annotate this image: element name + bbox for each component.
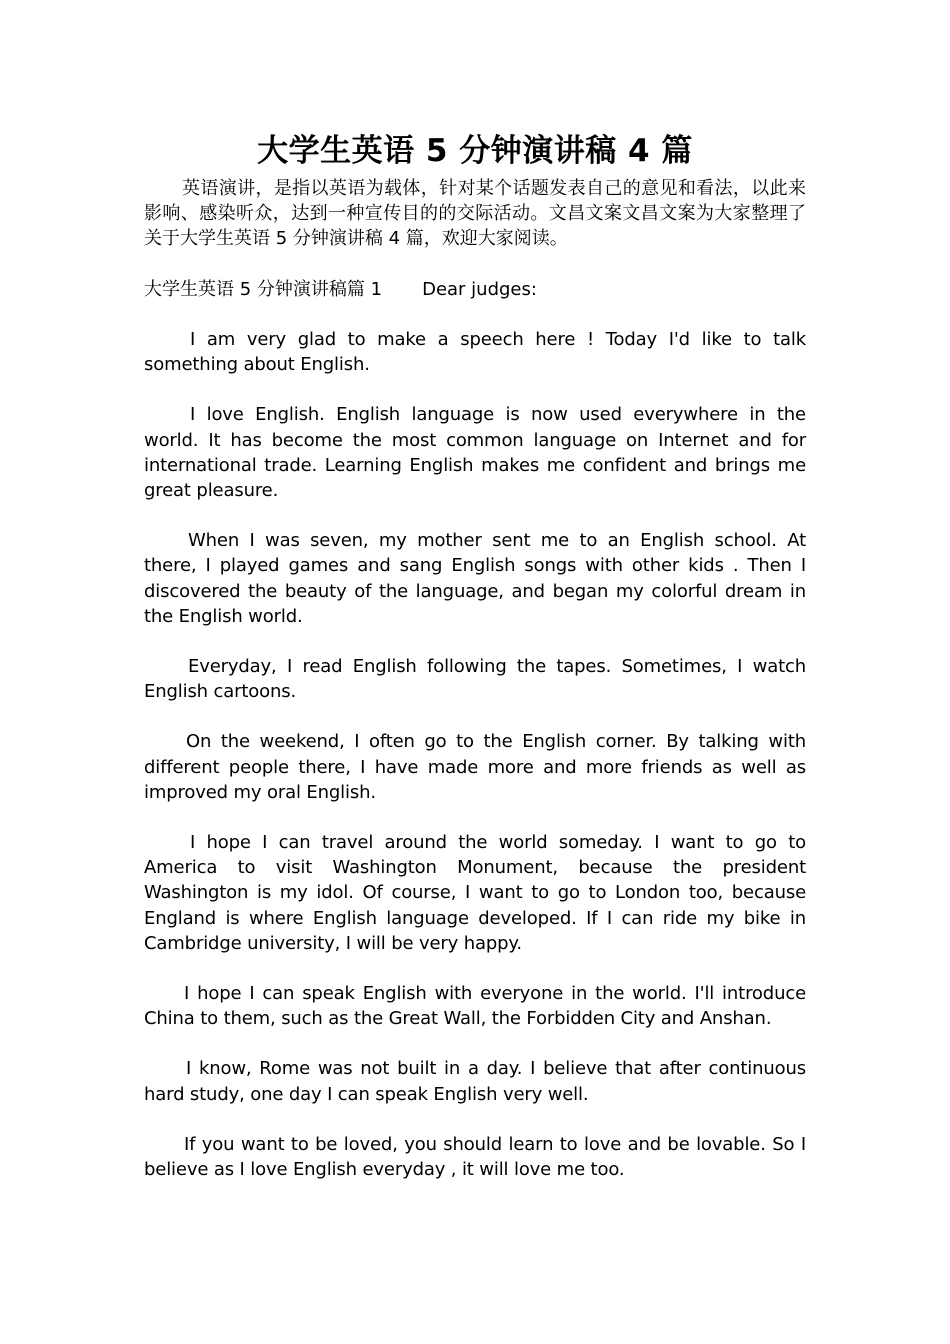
speech-paragraph: I hope I can speak English with everyone in the world. I'll introduce China to them, such as the Great Wall, the Forbidden City and Anshan. (144, 983, 806, 1030)
section-heading: 大学生英语 5 分钟演讲稿篇 1 (144, 279, 383, 300)
document-title: 大学生英语 5 分钟演讲稿 4 篇 (257, 133, 693, 169)
speech-paragraph: I hope I can travel around the world someday. I want to go to America to visit Washington Monument, because the president Washington is my idol. Of course, I want to go to London too, because England is where English language developed. If I can ride my bike in Cambridge university, I will be very happy. (144, 832, 806, 954)
speech-paragraph: Everyday, I read English following the tapes. Sometimes, I watch English cartoons. (144, 656, 806, 703)
salutation: Dear judges: (422, 279, 537, 300)
speech-paragraph: When I was seven, my mother sent me to an English school. At there, I played games and sang English songs with other kids . Then I discovered the beauty of the language, and began my colorful dream in the English world. (144, 530, 806, 627)
speech-paragraph: If you want to be loved, you should learn to love and be lovable. So I believe as I love English everyday , it will love me too. (144, 1133, 806, 1181)
section-heading-line (144, 277, 806, 302)
document-page (144, 128, 806, 1182)
speech-paragraph: I love English. English language is now used everywhere in the world. It has become the most common language on Internet and for international trade. Learning English makes me confident and brings me great pleasure. (144, 404, 806, 502)
speech-paragraph: I am very glad to make a speech here ! Today I'd like to talk something about English. (144, 329, 806, 376)
intro-paragraph: 英语演讲，是指以英语为载体，针对某个话题发表自己的意见和看法，以此来影响、感染听众，达到一种宣传目的的交际活动。文昌文案文昌文案为大家整理了关于大学生英语 5 分钟演讲稿 4 篇，欢迎大家阅读。 (144, 178, 806, 249)
speech-paragraph: On the weekend, I often go to the English corner. By talking with different people there, I have made more and more friends as well as improved my oral English. (144, 731, 806, 803)
speech-paragraph: I know, Rome was not built in a day. I believe that after continuous hard study, one day I can speak English very well. (144, 1058, 806, 1105)
